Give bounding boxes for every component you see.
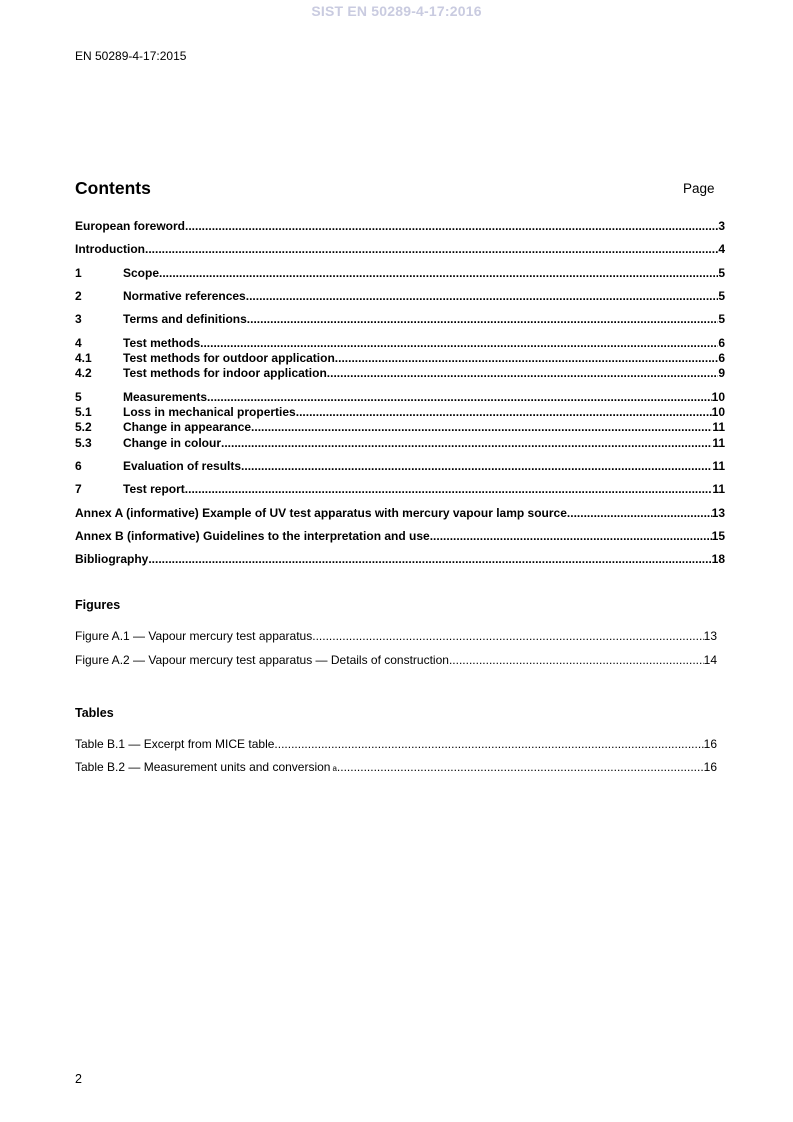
figure-entry-page: 14 (703, 653, 717, 667)
toc-entry-bibliography[interactable] (75, 552, 725, 567)
toc-entry-test-methods-indoor[interactable] (75, 366, 725, 381)
toc-entry-number: 1 (75, 266, 82, 280)
figure-entry-a2[interactable] (75, 653, 717, 668)
toc-entry-page: 9 (718, 366, 725, 380)
contents-title: Contents (75, 178, 151, 198)
toc-entry-annex-a[interactable] (75, 506, 725, 521)
toc-leader (185, 482, 713, 497)
toc-entry-test-report[interactable] (75, 482, 725, 497)
toc-entry-loss-mechanical[interactable] (75, 405, 725, 420)
toc-entry-change-colour[interactable] (75, 436, 725, 451)
toc-leader (567, 506, 712, 521)
toc-entry-title: Scope (123, 266, 160, 280)
toc-entry-number: 3 (75, 312, 82, 326)
toc-entry-number: 6 (75, 459, 82, 473)
toc-entry-page: 15 (711, 529, 725, 543)
toc-leader (247, 312, 719, 327)
toc-entry-test-methods-outdoor[interactable] (75, 351, 725, 366)
document-id: EN 50289-4-17:2015 (75, 49, 187, 63)
toc-leader (185, 219, 718, 234)
toc-entry-title: Measurements (123, 390, 208, 404)
toc-entry-number: 5 (75, 390, 82, 404)
toc-leader (337, 760, 704, 775)
toc-entry-european-foreword[interactable] (75, 219, 725, 234)
toc-entry-terms-and-definitions[interactable] (75, 312, 725, 327)
table-entry-title: Table B.2 — Measurement units and conversion (75, 760, 331, 774)
toc-entry-title: Test report (123, 482, 185, 496)
table-entry-page: 16 (703, 760, 717, 774)
toc-entry-test-methods[interactable] (75, 336, 725, 351)
toc-entry-title: Normative references (123, 289, 246, 303)
toc-leader (159, 266, 718, 281)
page-column-heading: Page (683, 181, 715, 196)
toc-entry-number: 4 (75, 336, 82, 350)
toc-leader (251, 420, 712, 435)
toc-entry-change-appearance[interactable] (75, 420, 725, 435)
toc-entry-number: 2 (75, 289, 82, 303)
toc-entry-number: 5.3 (75, 436, 92, 450)
toc-entry-page: 18 (711, 552, 725, 566)
toc-leader (335, 351, 719, 366)
toc-entry-page: 5 (718, 289, 725, 303)
toc-entry-page: 11 (712, 482, 725, 496)
toc-entry-number: 5.1 (75, 405, 92, 419)
toc-leader (449, 653, 704, 668)
toc-entry-page: 11 (712, 420, 725, 434)
toc-leader (296, 405, 712, 420)
toc-leader (246, 289, 719, 304)
figures-heading: Figures (75, 598, 121, 612)
toc-leader (241, 459, 712, 474)
toc-leader (221, 436, 712, 451)
toc-entry-title: Annex B (informative) Guidelines to the interpretation and use (75, 529, 430, 543)
toc-entry-title: Introduction (75, 242, 145, 256)
footnote-marker: a (332, 764, 337, 773)
toc-entry-page: 11 (712, 459, 725, 473)
toc-entry-page: 6 (718, 336, 725, 350)
toc-entry-page: 11 (712, 436, 725, 450)
toc-entry-title: Terms and definitions (123, 312, 247, 326)
tables-heading: Tables (75, 706, 114, 720)
toc-entry-number: 4.2 (75, 366, 92, 380)
toc-entry-title: Test methods for outdoor application (123, 351, 335, 365)
toc-entry-evaluation[interactable] (75, 459, 725, 474)
toc-leader (145, 242, 718, 257)
toc-entry-page: 13 (711, 506, 725, 520)
toc-entry-title: Change in appearance (123, 420, 252, 434)
toc-entry-number: 4.1 (75, 351, 92, 365)
toc-entry-title: Loss in mechanical properties (123, 405, 296, 419)
toc-entry-page: 10 (711, 405, 725, 419)
toc-entry-title: Test methods for indoor application (123, 366, 327, 380)
toc-entry-title: Bibliography (75, 552, 149, 566)
toc-leader (200, 336, 718, 351)
figure-entry-title: Figure A.1 — Vapour mercury test apparatus (75, 629, 313, 643)
toc-leader (430, 529, 712, 544)
toc-entry-page: 5 (718, 266, 725, 280)
toc-entry-annex-b[interactable] (75, 529, 725, 544)
toc-leader (312, 629, 703, 644)
toc-leader (148, 552, 711, 567)
toc-entry-measurements[interactable] (75, 390, 725, 405)
table-entry-b2[interactable] (75, 760, 717, 775)
toc-entry-title: Evaluation of results (123, 459, 242, 473)
watermark: SIST EN 50289-4-17:2016 (311, 3, 482, 19)
toc-entry-scope[interactable] (75, 266, 725, 281)
toc-entry-page: 5 (718, 312, 725, 326)
toc-entry-page: 4 (718, 242, 725, 256)
toc-entry-title: Annex A (informative) Example of UV test apparatus with mercury vapour lamp source (75, 506, 567, 520)
toc-entry-page: 6 (718, 351, 725, 365)
figure-entry-title: Figure A.2 — Vapour mercury test apparatus — Details of construction (75, 653, 449, 667)
toc-entry-title: European foreword (75, 219, 186, 233)
page-number: 2 (75, 1072, 82, 1086)
toc-entry-introduction[interactable] (75, 242, 725, 257)
toc-leader (207, 390, 712, 405)
toc-entry-title: Test methods (123, 336, 201, 350)
table-entry-page: 16 (703, 737, 717, 751)
toc-entry-number: 7 (75, 482, 82, 496)
toc-entry-page: 3 (718, 219, 725, 233)
toc-entry-page: 10 (711, 390, 725, 404)
toc-leader (327, 366, 719, 381)
toc-entry-normative-references[interactable] (75, 289, 725, 304)
toc-entry-title: Change in colour (123, 436, 222, 450)
toc-leader (274, 737, 703, 752)
toc-entry-number: 5.2 (75, 420, 92, 434)
figure-entry-a1[interactable] (75, 629, 717, 644)
table-entry-title: Table B.1 — Excerpt from MICE table (75, 737, 275, 751)
figure-entry-page: 13 (703, 629, 717, 643)
table-entry-b1[interactable] (75, 737, 717, 752)
